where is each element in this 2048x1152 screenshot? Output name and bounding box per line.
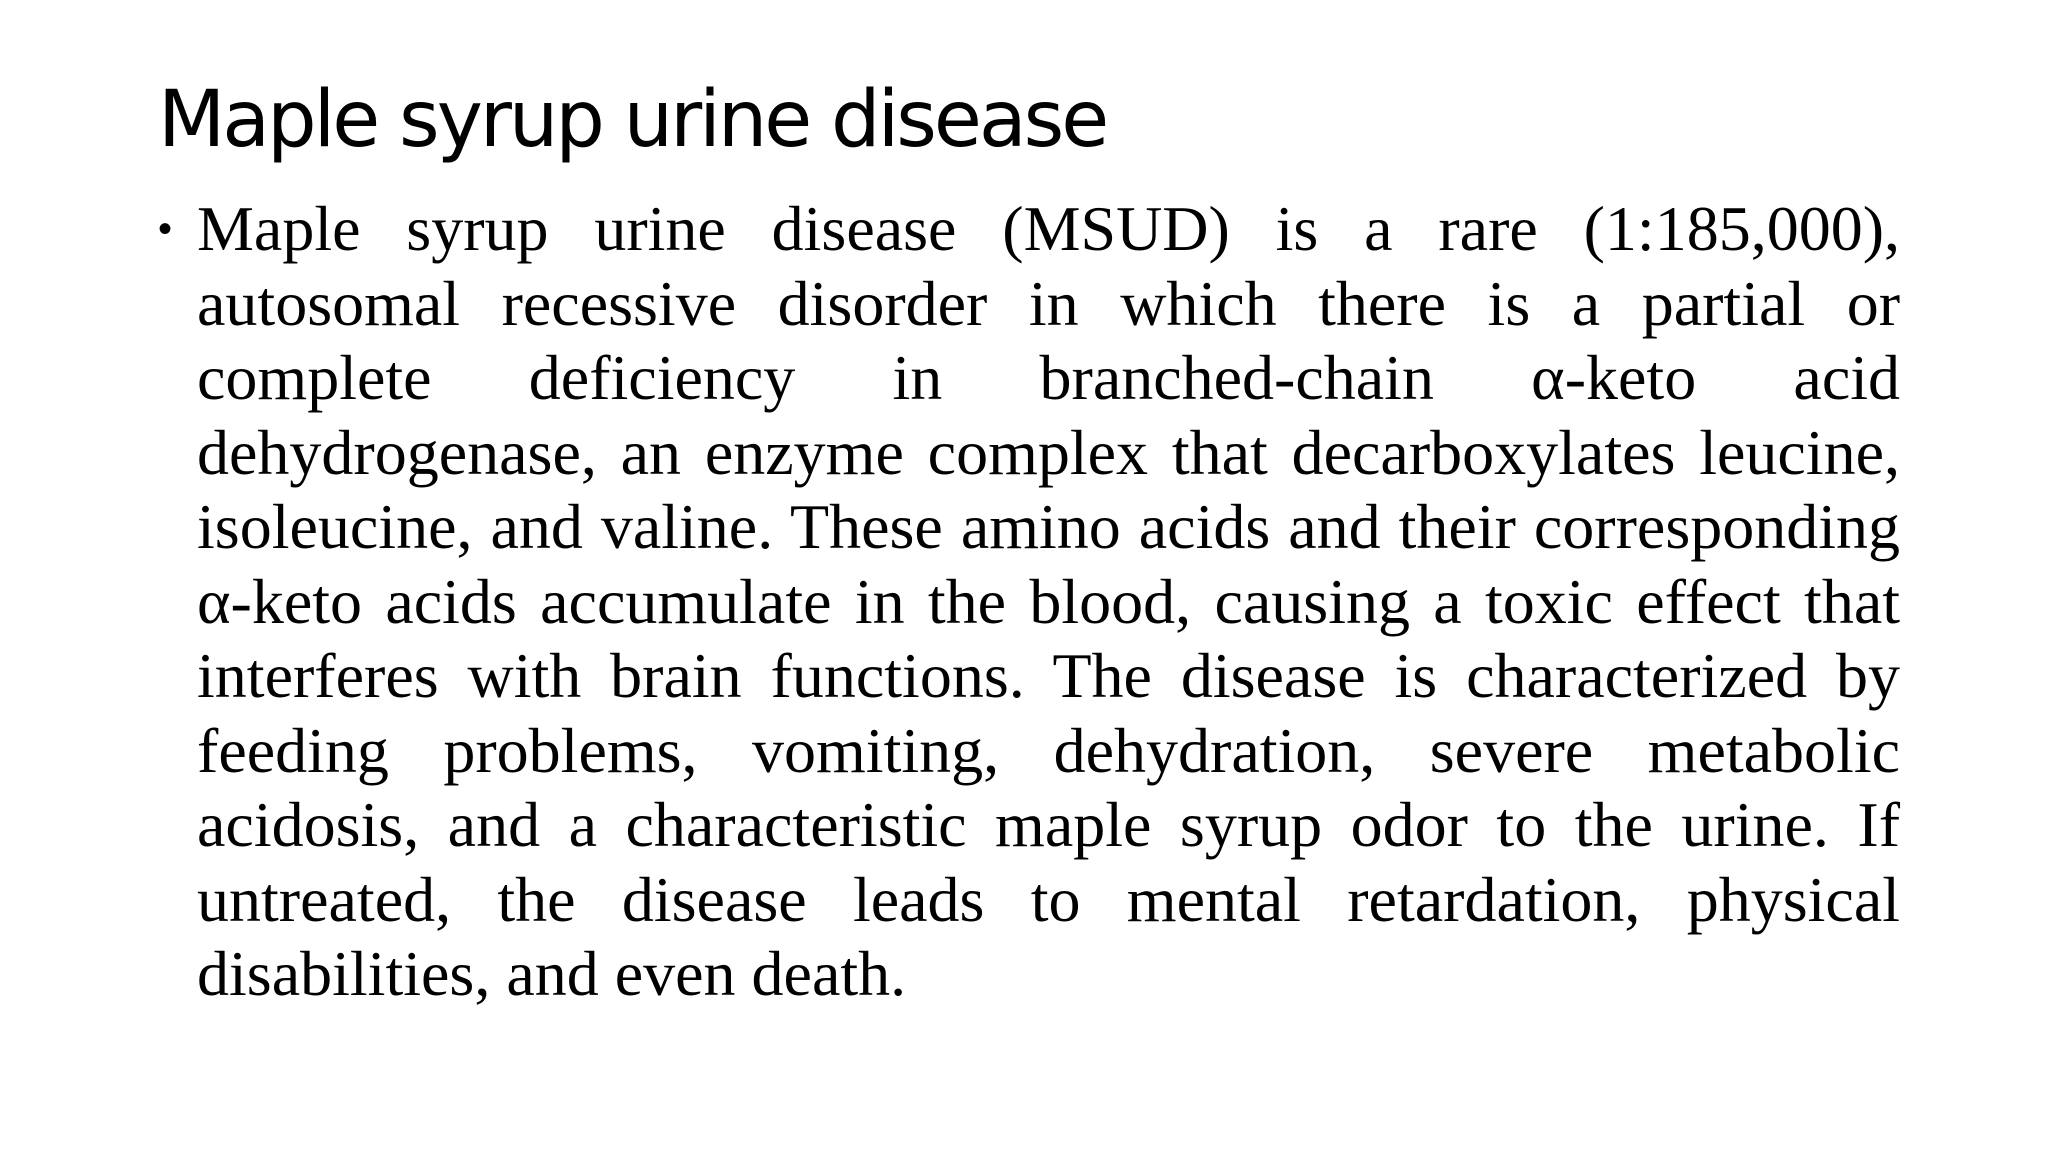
bullet-list xyxy=(158,192,1900,1012)
bullet-text: Maple syrup urine disease (MSUD) is a rare (1:185,000), autosomal recessive disorder in which there is a partial or complete deficiency in branched-chain α-keto acid dehydrogenase, an enzyme complex that decarboxylates leucine, isoleucine, and valine. These amino acids and their corresponding α-keto acids accumulate in the blood, causing a toxic effect that interferes with brain functions. The disease is characterized by feeding problems, vomiting, dehydration, severe metabolic acidosis, and a characteristic maple syrup odor to the urine. If untreated, the disease leads to mental retardation, physical disabilities, and even death. xyxy=(197,193,1900,1009)
bullet-item xyxy=(158,192,1900,1012)
bullet-marker: • xyxy=(158,207,173,251)
slide-title: Maple syrup urine disease xyxy=(158,75,1107,165)
